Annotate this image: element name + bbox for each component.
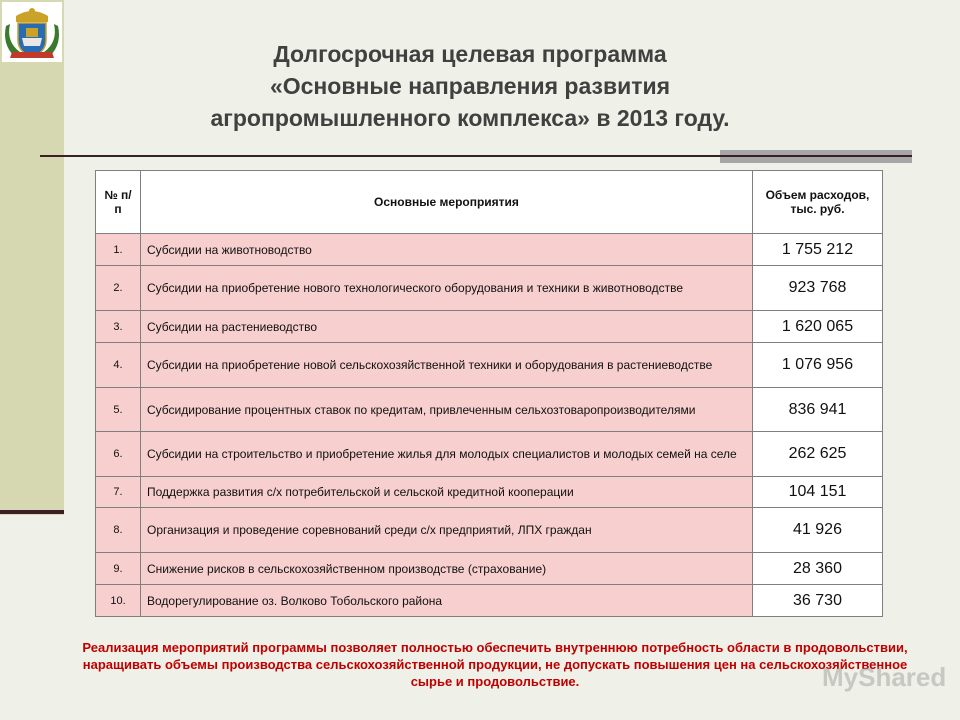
row-num: 7.	[96, 477, 141, 508]
header-amount: Объем расходов, тыс. руб.	[753, 171, 883, 234]
row-activity: Субсидии на приобретение нового технологического оборудования и техники в животноводстве	[141, 266, 753, 311]
row-activity: Субсидии на строительство и приобретение жилья для молодых специалистов и молодых семей на селе	[141, 432, 753, 477]
table-header-row	[96, 171, 883, 234]
table-row	[96, 266, 883, 311]
row-activity: Субсидии на животноводство	[141, 234, 753, 266]
row-amount: 28 360	[753, 553, 883, 585]
row-num: 1.	[96, 234, 141, 266]
table-row	[96, 388, 883, 432]
left-band-divider	[0, 510, 64, 514]
row-num: 6.	[96, 432, 141, 477]
row-activity: Снижение рисков в сельскохозяйственном производстве (страхование)	[141, 553, 753, 585]
row-num: 2.	[96, 266, 141, 311]
table-row	[96, 432, 883, 477]
region-emblem-icon	[2, 2, 62, 62]
header-num: № п/п	[96, 171, 141, 234]
row-activity: Субсидии на приобретение новой сельскохозяйственной техники и оборудования в растениеводстве	[141, 343, 753, 388]
row-amount: 1 755 212	[753, 234, 883, 266]
table-row	[96, 477, 883, 508]
header-activity: Основные мероприятия	[141, 171, 753, 234]
row-activity: Водорегулирование оз. Волково Тобольского района	[141, 585, 753, 617]
row-amount: 104 151	[753, 477, 883, 508]
row-amount: 836 941	[753, 388, 883, 432]
table-row	[96, 585, 883, 617]
row-activity: Поддержка развития с/х потребительской и сельской кредитной кооперации	[141, 477, 753, 508]
left-decor-band	[0, 0, 64, 515]
row-amount: 36 730	[753, 585, 883, 617]
table-row	[96, 234, 883, 266]
row-num: 4.	[96, 343, 141, 388]
table-row	[96, 343, 883, 388]
table-row	[96, 508, 883, 553]
row-amount: 41 926	[753, 508, 883, 553]
page-title	[150, 38, 790, 134]
row-amount: 1 620 065	[753, 311, 883, 343]
table-row	[96, 553, 883, 585]
row-num: 10.	[96, 585, 141, 617]
title-rule-accent	[720, 150, 912, 163]
title-line-3: агропромышленного комплекса» в 2013 году.	[210, 105, 730, 131]
row-num: 3.	[96, 311, 141, 343]
row-amount: 262 625	[753, 432, 883, 477]
row-activity: Субсидии на растениеводство	[141, 311, 753, 343]
title-line-1: Долгосрочная целевая программа	[273, 41, 667, 67]
title-line-2: «Основные направления развития	[269, 73, 671, 99]
footer-note: Реализация мероприятий программы позволяет полностью обеспечить внутреннюю потребность области в продовольствии, наращивать объемы производства сельскохозяйственной продукции, не допускать повышения цен на сельскохозяйственное сырье и продовольствие.	[82, 640, 908, 689]
row-amount: 923 768	[753, 266, 883, 311]
row-num: 9.	[96, 553, 141, 585]
activities-table	[95, 170, 883, 617]
row-activity: Субсидирование процентных ставок по кредитам, привлеченным сельхозтоваропроизводителями	[141, 388, 753, 432]
row-num: 8.	[96, 508, 141, 553]
row-amount: 1 076 956	[753, 343, 883, 388]
watermark: MyShared	[822, 662, 947, 692]
table-row	[96, 311, 883, 343]
row-num: 5.	[96, 388, 141, 432]
row-activity: Организация и проведение соревнований среди с/х предприятий, ЛПХ граждан	[141, 508, 753, 553]
